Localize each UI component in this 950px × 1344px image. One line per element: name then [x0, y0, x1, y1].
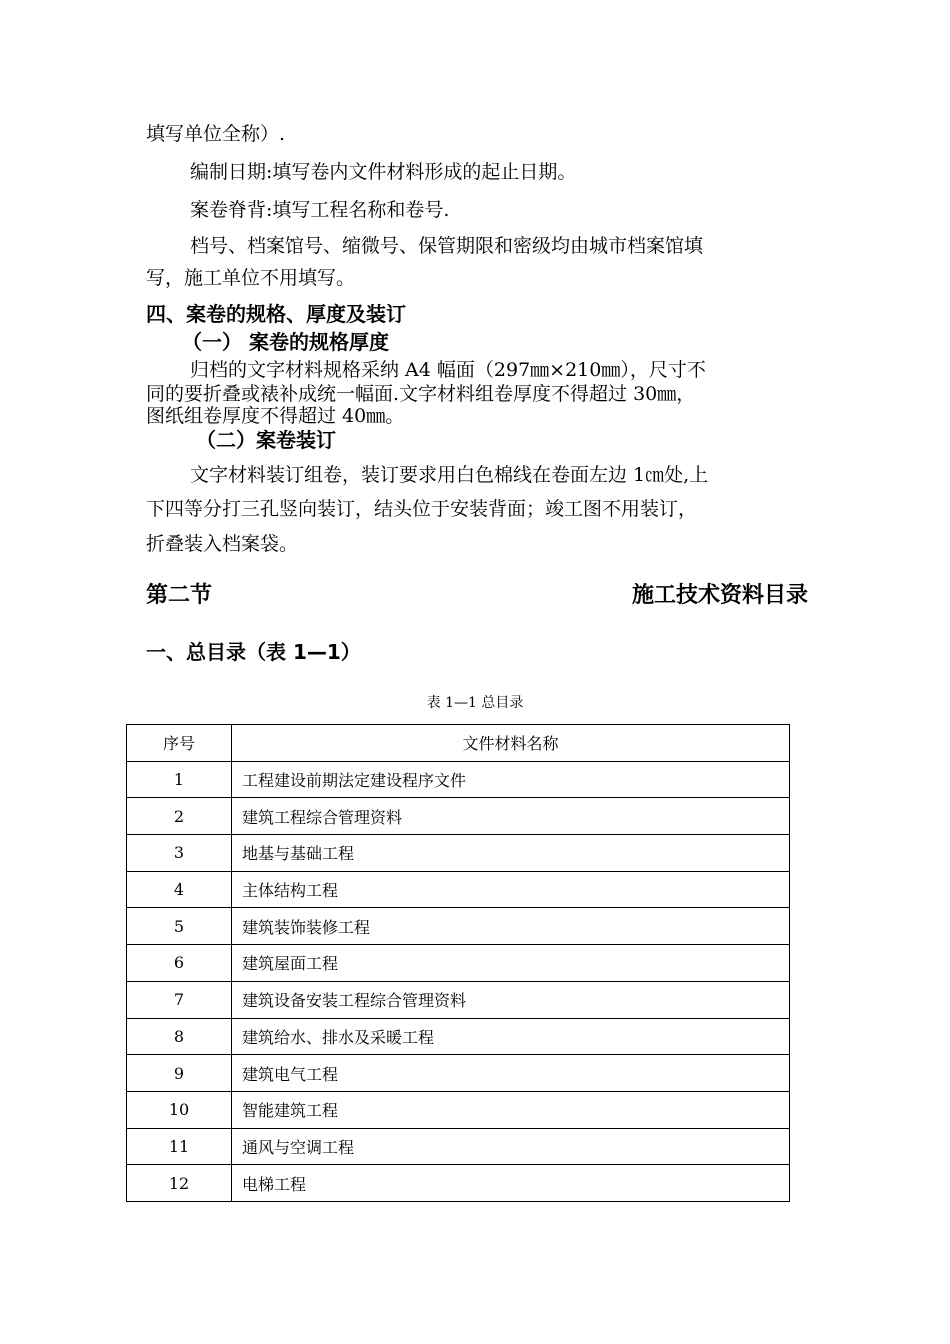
paragraph-line: 图纸组卷厚度不得超过 40㎜。 [146, 405, 405, 427]
row-number: 1 [127, 761, 232, 798]
row-number: 3 [127, 835, 232, 872]
header-number: 序号 [127, 725, 232, 762]
header-name: 文件材料名称 [232, 725, 790, 762]
paragraph-line: 案卷脊背:填写工程名称和卷号. [190, 199, 450, 221]
paragraph-line: 写，施工单位不用填写。 [146, 267, 356, 289]
table-row [127, 981, 790, 1018]
subsection-heading: 一、总目录（表 1—1） [146, 640, 361, 664]
row-number: 7 [127, 981, 232, 1018]
table-row [127, 908, 790, 945]
heading-4: 四、案卷的规格、厚度及装订 [146, 302, 406, 326]
row-name: 地基与基础工程 [232, 835, 790, 872]
row-number: 8 [127, 1018, 232, 1055]
table-row [127, 1091, 790, 1128]
table-header-row [127, 725, 790, 762]
row-number: 4 [127, 871, 232, 908]
paragraph-line: 折叠装入档案袋。 [146, 533, 299, 555]
table-row [127, 1128, 790, 1165]
section-title: 施工技术资料目录 [631, 583, 808, 608]
row-name: 建筑电气工程 [232, 1055, 790, 1092]
row-name: 智能建筑工程 [232, 1091, 790, 1128]
row-name: 主体结构工程 [232, 871, 790, 908]
catalog-table [126, 724, 790, 1202]
table-row [127, 871, 790, 908]
row-name: 建筑装饰装修工程 [232, 908, 790, 945]
row-number: 12 [127, 1165, 232, 1202]
table-row [127, 1018, 790, 1055]
row-name: 通风与空调工程 [232, 1128, 790, 1165]
row-name: 建筑屋面工程 [232, 945, 790, 982]
row-name: 工程建设前期法定建设程序文件 [232, 761, 790, 798]
row-number: 10 [127, 1091, 232, 1128]
paragraph-line: 编制日期:填写卷内文件材料形成的起止日期。 [190, 161, 577, 183]
row-name: 建筑工程综合管理资料 [232, 798, 790, 835]
heading-4-2: （二）案卷装订 [196, 428, 336, 452]
table-row [127, 798, 790, 835]
row-number: 11 [127, 1128, 232, 1165]
paragraph-line: 下四等分打三孔竖向装订，结头位于安装背面；竣工图不用装订， [146, 498, 698, 520]
section-number: 第二节 [146, 583, 213, 608]
table-caption: 表 1—1 总目录 [426, 695, 524, 711]
paragraph-line: 归档的文字材料规格采纳 A4 幅面（297㎜×210㎜），尺寸不 [190, 359, 706, 381]
row-name: 建筑给水、排水及采暖工程 [232, 1018, 790, 1055]
row-number: 5 [127, 908, 232, 945]
table-row [127, 1055, 790, 1092]
table-row [127, 945, 790, 982]
paragraph-line: 填写单位全称）. [146, 123, 286, 145]
row-number: 9 [127, 1055, 232, 1092]
table-row [127, 835, 790, 872]
heading-4-1: （一） 案卷的规格厚度 [182, 330, 389, 354]
row-name: 电梯工程 [232, 1165, 790, 1202]
table-row [127, 1165, 790, 1202]
paragraph-line: 同的要折叠或裱补成统一幅面.文字材料组卷厚度不得超过 30㎜， [146, 383, 696, 405]
paragraph-line: 档号、档案馆号、缩微号、保管期限和密级均由城市档案馆填 [190, 235, 704, 257]
paragraph-line: 文字材料装订组卷，装订要求用白色棉线在卷面左边 1㎝处,上 [190, 464, 709, 486]
row-number: 2 [127, 798, 232, 835]
row-number: 6 [127, 945, 232, 982]
row-name: 建筑设备安装工程综合管理资料 [232, 981, 790, 1018]
table-row [127, 761, 790, 798]
